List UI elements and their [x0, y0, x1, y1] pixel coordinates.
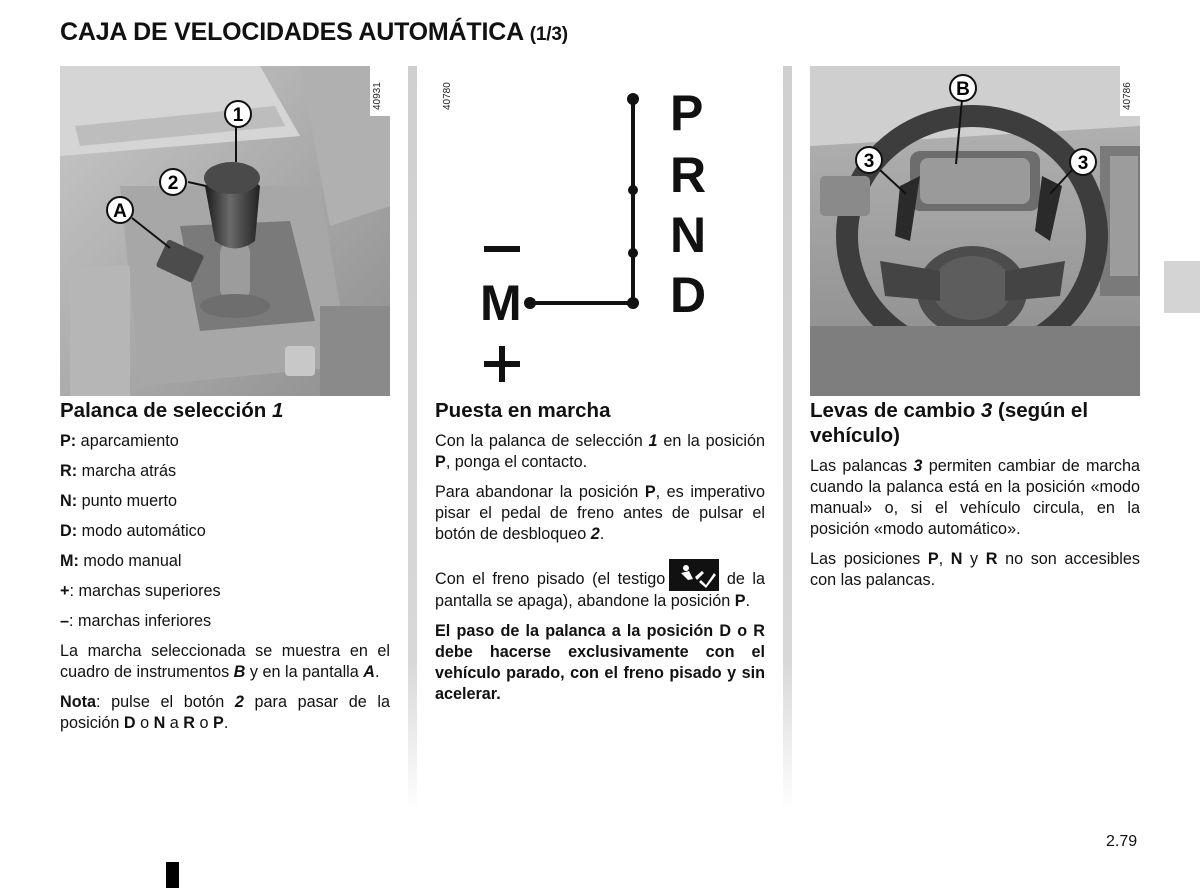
plus-symbol-v	[499, 346, 505, 382]
heading-ref: 1	[271, 399, 284, 422]
legend-text: : marchas inferiores	[69, 612, 212, 630]
paragraph-positions: Las posiciones P, N y R no son accesibles con las palancas.	[810, 550, 1140, 589]
legend-text: modo automático	[77, 522, 206, 540]
legend-item	[60, 581, 390, 602]
heading-paddles: Levas de cambio 3 (según el vehículo)	[810, 399, 1089, 447]
gate-position-m: M	[480, 275, 522, 331]
title-text: CAJA DE VELOCIDADES AUTOMÁTICA	[60, 18, 524, 46]
legend-key: P:	[60, 432, 77, 450]
figure-code: 40780	[442, 82, 453, 110]
brake-warning-icon	[669, 559, 719, 591]
legend-text: modo manual	[78, 552, 182, 570]
heading-text: Palanca de selección	[60, 399, 267, 422]
legend-item	[60, 611, 390, 632]
callout-3-right: 3	[1077, 153, 1089, 174]
paragraph-warning-light: Con el freno pisado (el testigo de la pantalla se apaga), abandone la posición P.	[435, 559, 765, 612]
callout-b: B	[956, 79, 970, 100]
callout-a: A	[113, 201, 127, 222]
gate-position-d: D	[670, 267, 707, 323]
gate-position-r: R	[670, 147, 707, 203]
page-title	[60, 18, 568, 47]
title-part: (1/3)	[529, 24, 568, 45]
paragraph-safety-warning: El paso de la palanca a la posición D o R debe hacerse exclusivamente con el vehículo parado, con el freno pisado y sin acelerar.	[435, 622, 765, 703]
gate-position-p: P	[670, 85, 704, 141]
legend-key: D:	[60, 522, 78, 540]
legend-item	[60, 521, 390, 542]
column-divider-left	[408, 66, 417, 811]
heading-starting: Puesta en marcha	[435, 399, 611, 422]
paragraph-note: Nota: pulse el botón 2 para pasar de la posición D o N a R o P.	[60, 693, 390, 732]
legend-text: : marchas superiores	[69, 582, 221, 600]
legend-key: M:	[60, 552, 79, 570]
gear-gate-diagram	[434, 66, 764, 396]
column-paddles	[810, 398, 1140, 600]
callout-3-left: 3	[863, 151, 875, 172]
column-starting	[435, 398, 765, 714]
legend-item	[60, 491, 390, 512]
paragraph-ignition: Con la palanca de selección 1 en la posición P, ponga el contacto.	[435, 432, 765, 471]
legend-key: –	[60, 612, 70, 630]
gate-position-n: N	[670, 207, 707, 263]
minus-symbol	[484, 246, 520, 252]
column-selector-lever	[60, 398, 390, 743]
paragraph-display: La marcha seleccionada se muestra en el cuadro de instrumentos B y en la pantalla A.	[60, 642, 390, 681]
legend-key: N:	[60, 492, 78, 510]
legend-text: marcha atrás	[77, 462, 177, 480]
legend-text: aparcamiento	[76, 432, 179, 450]
paragraph-brake: Para abandonar la posición P, es imperativo pisar el pedal de freno antes de pulsar el botón de desbloqueo 2.	[435, 483, 765, 543]
legend-key: R:	[60, 462, 78, 480]
legend-item	[60, 461, 390, 482]
page-number: 2.79	[1106, 833, 1138, 850]
figure-code: 40786	[1122, 82, 1133, 110]
callout-1: 1	[232, 105, 244, 126]
paragraph-paddles: Las palancas 3 permiten cambiar de marcha cuando la palanca está en la posición «modo manual» o, si el vehículo circula, en la posición «modo automático».	[810, 457, 1140, 538]
figure-code: 40931	[372, 82, 383, 110]
legend-item	[60, 431, 390, 452]
heading-selector-lever	[60, 398, 390, 423]
steering-wheel-illustration	[810, 66, 1140, 396]
crop-mark	[166, 862, 179, 888]
gear-lever-illustration	[60, 66, 390, 396]
chapter-tab	[1164, 261, 1200, 313]
legend-item	[60, 551, 390, 572]
callout-2: 2	[167, 173, 179, 194]
column-divider-right	[783, 66, 792, 811]
legend-key: +	[60, 582, 70, 600]
legend-text: punto muerto	[77, 492, 177, 510]
